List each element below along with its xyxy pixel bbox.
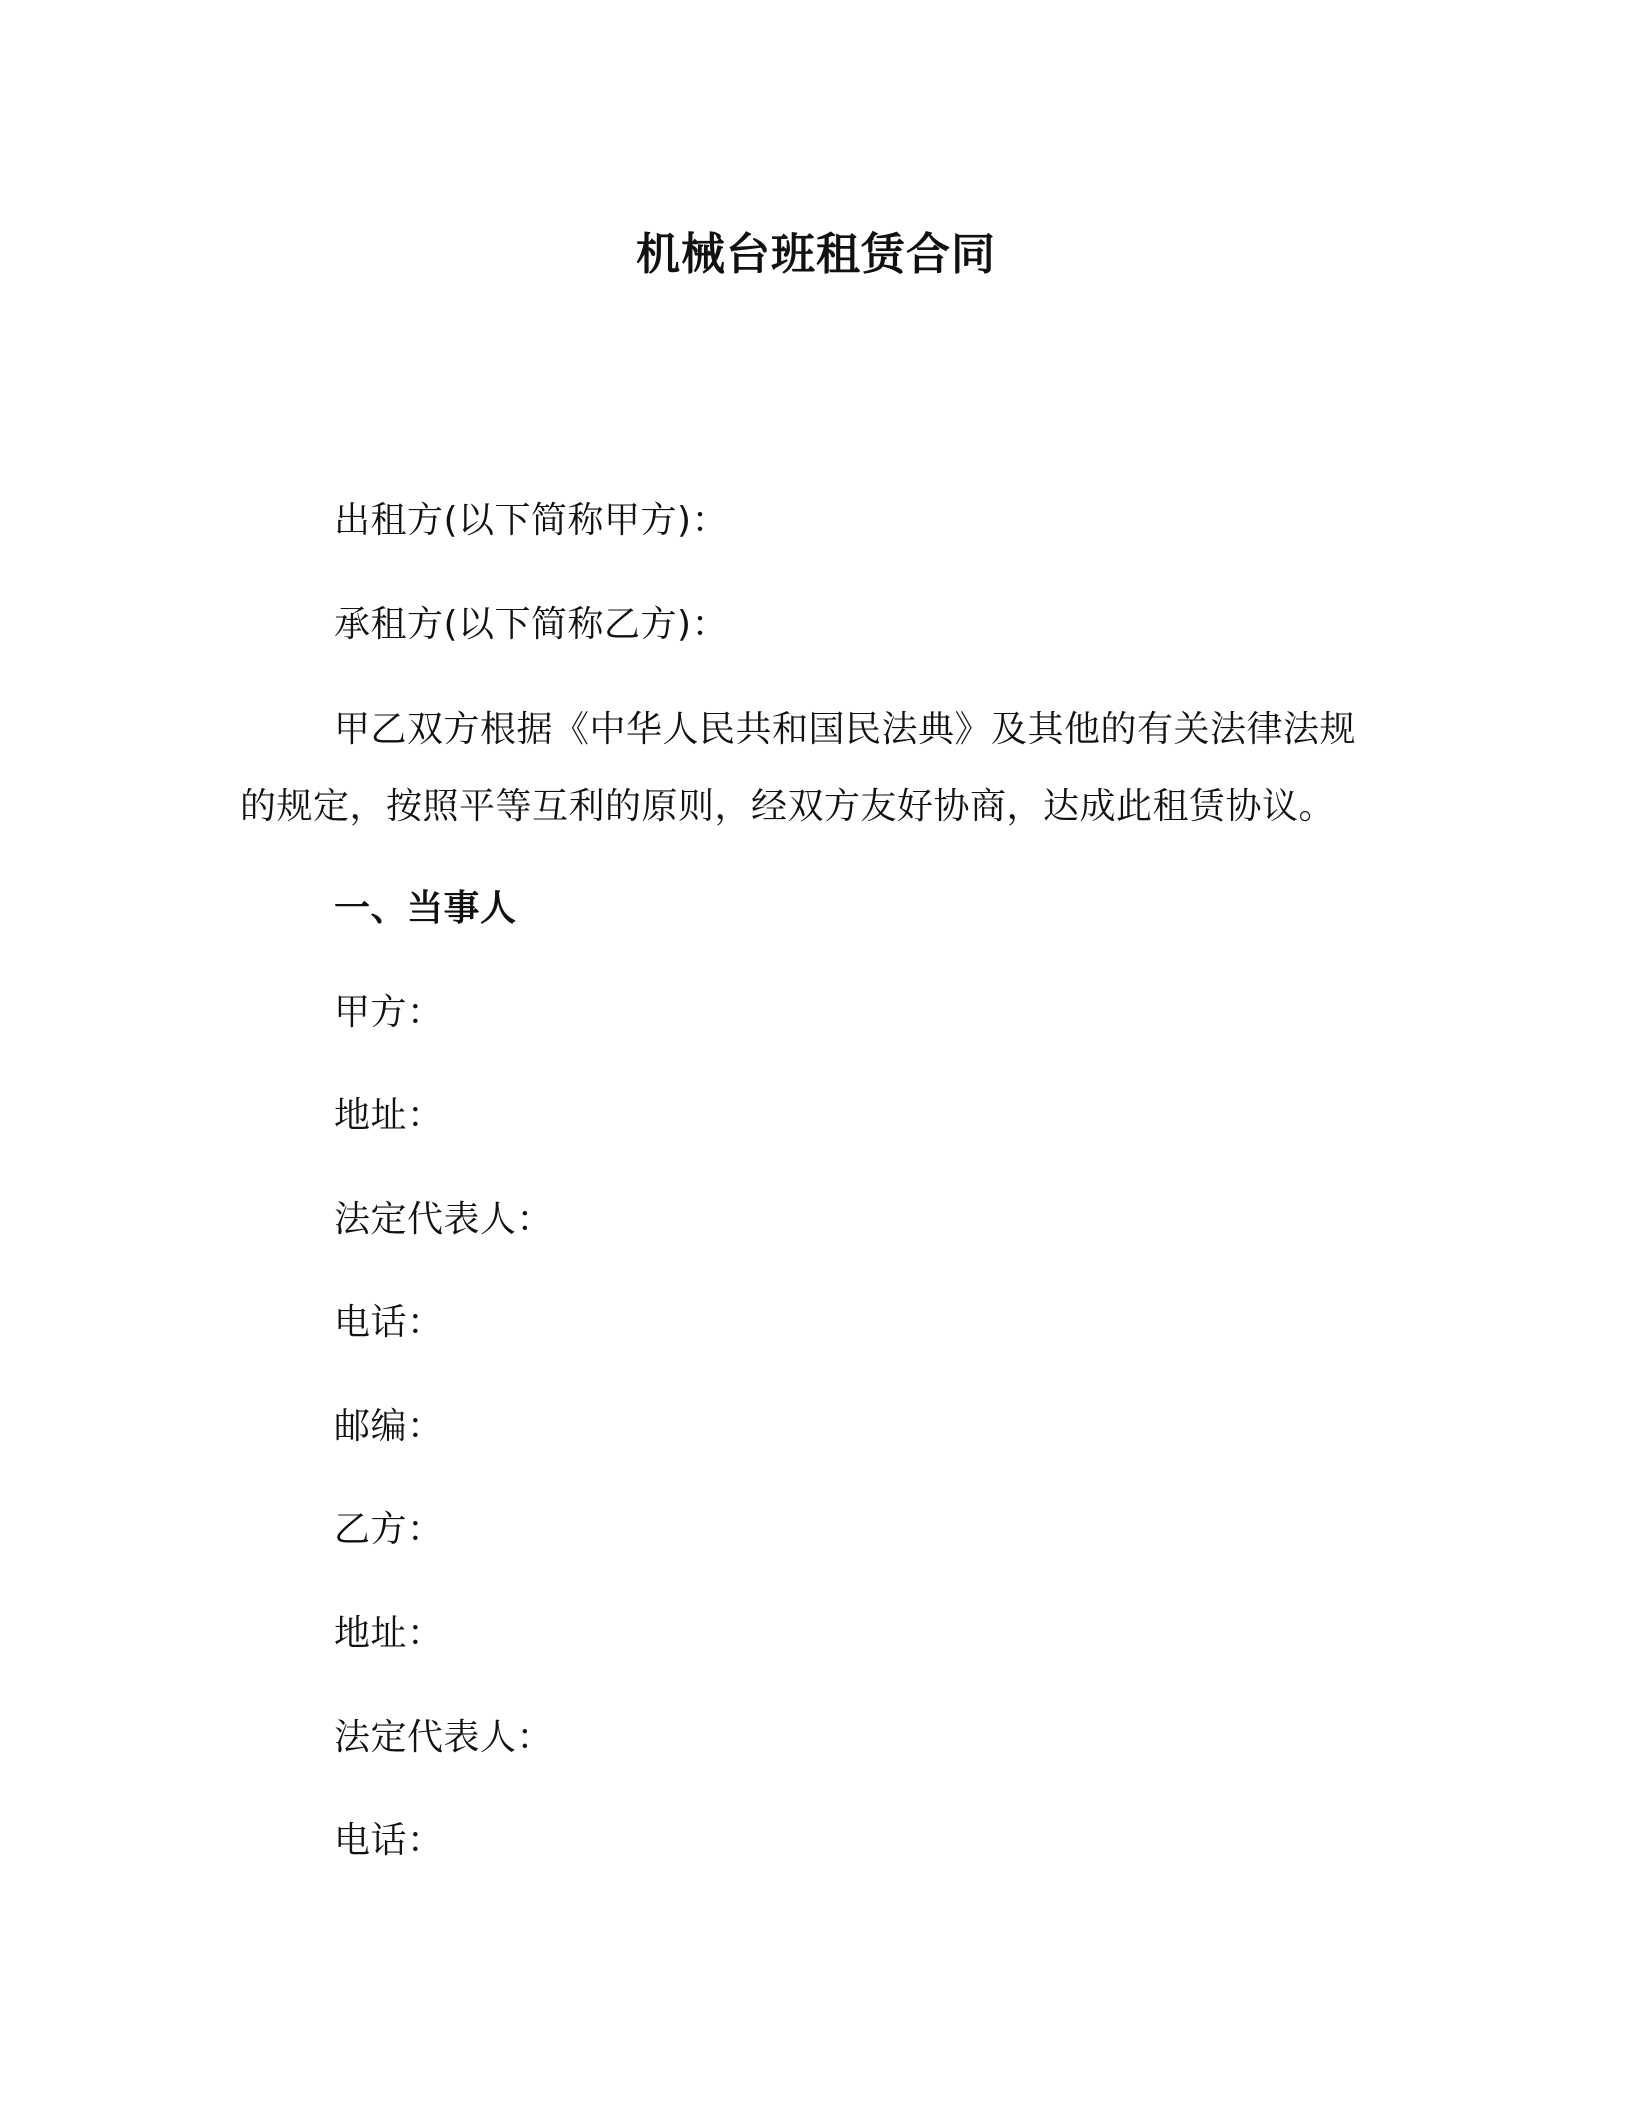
document-title: 机械台班租赁合同 (636, 229, 996, 280)
intro-paragraph-line-1: 甲乙双方根据《中华人民共和国民法典》及其他的有关法律法规 (334, 709, 1357, 750)
party-a-legal-rep-label: 法定代表人： (334, 1199, 554, 1240)
section-heading-parties: 一、当事人 (334, 888, 517, 929)
party-a-label: 甲方： (334, 992, 444, 1033)
party-a-address-label: 地址： (334, 1095, 444, 1136)
lessee-line: 承租方(以下简称乙方)： (334, 604, 729, 645)
lessor-line: 出租方(以下简称甲方)： (334, 500, 729, 541)
party-a-phone-label: 电话： (334, 1302, 444, 1343)
party-a-postcode-label: 邮编： (334, 1406, 444, 1447)
intro-paragraph-line-2: 的规定，按照平等互利的原则，经双方友好协商，达成此租赁协议。 (240, 786, 1336, 827)
party-b-label: 乙方： (334, 1509, 444, 1550)
party-b-address-label: 地址： (334, 1613, 444, 1654)
party-b-legal-rep-label: 法定代表人： (334, 1717, 554, 1758)
party-b-phone-label: 电话： (334, 1820, 444, 1861)
